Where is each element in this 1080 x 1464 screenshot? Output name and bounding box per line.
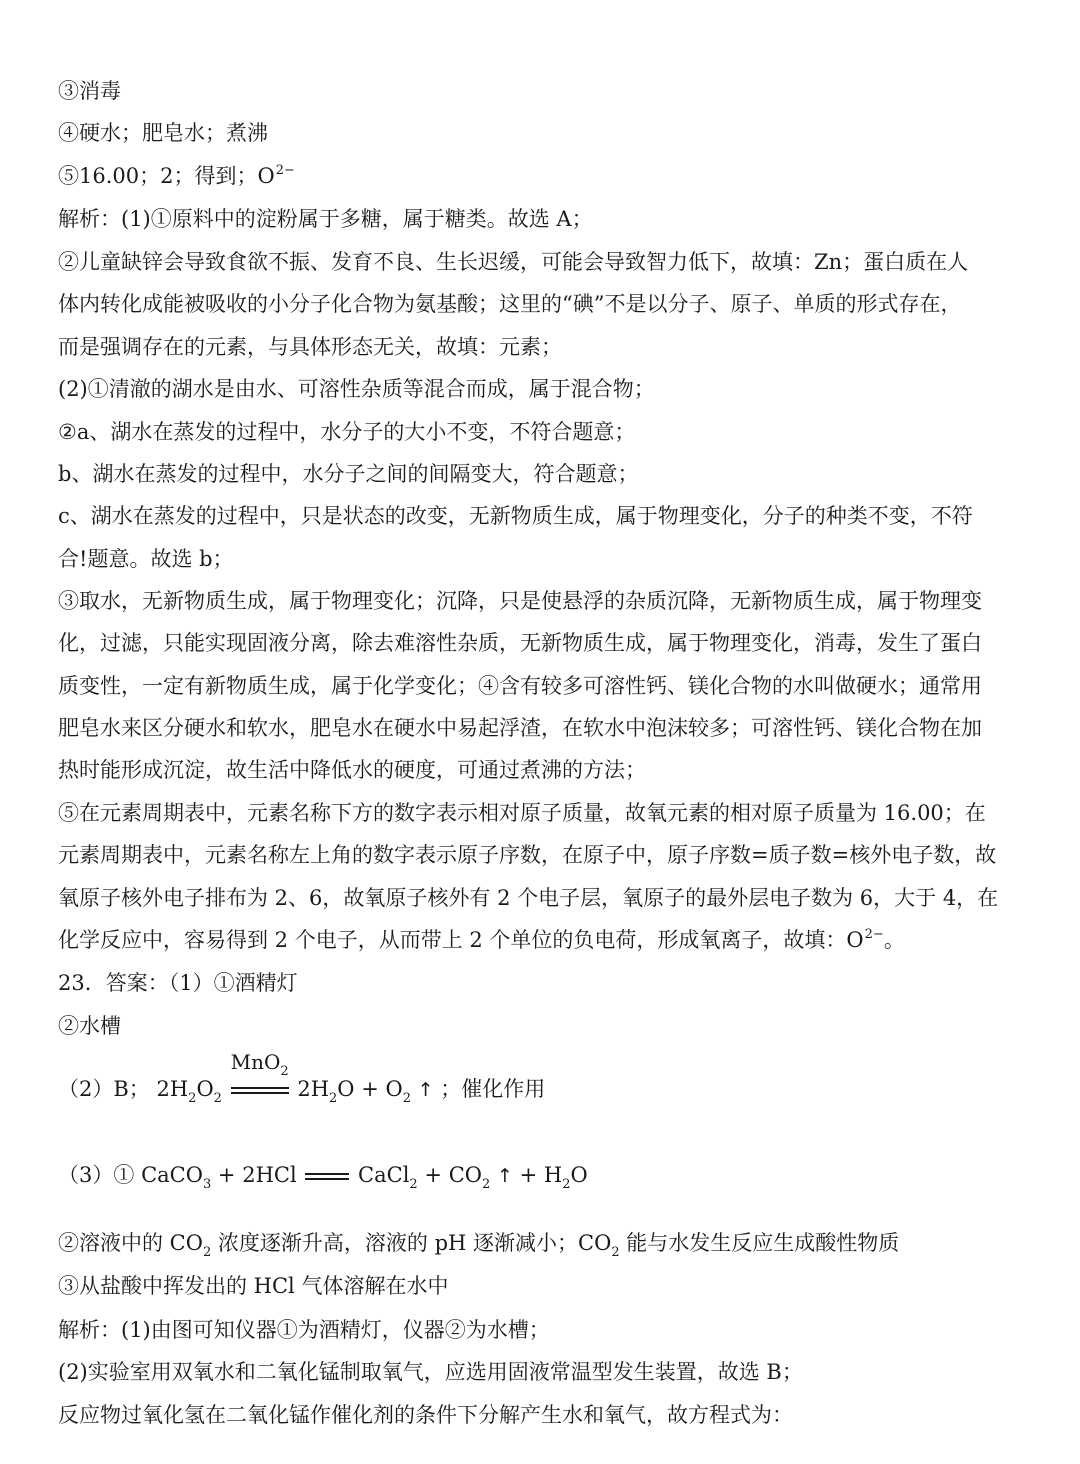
product-co2: $CO_2$ — [448, 1163, 491, 1192]
question-23-answer: 23．答案：（1）①酒精灯 — [58, 971, 298, 995]
equation-h2o2-decomposition — [58, 1050, 546, 1106]
product-cacl2: CaCl$_2$ — [358, 1163, 418, 1192]
analysis-line: b、湖水在蒸发的过程中，水分子之间的间隔变大，符合题意； — [58, 462, 639, 486]
plus-sign: + — [361, 1077, 379, 1101]
analysis-line: ②儿童缺锌会导致食欲不振、发育不良、生长迟缓，可能会导致智力低下，故填：Zn；蛋白质在人 — [58, 250, 969, 274]
text: ⑤16.00；2；得到；O — [58, 164, 275, 188]
reactant-h2o2: $2H_2O_2$ — [156, 1077, 222, 1106]
text: 化学反应中，容易得到 2 个电子，从而带上 2 个单位的负电荷，形成氧离子，故填：O — [58, 928, 864, 952]
gas-up-arrow-icon: ↑ — [417, 1079, 434, 1101]
reaction-arrow — [229, 1050, 291, 1104]
analysis-line: ③取水，无新物质生成，属于物理变化；沉降，只是使悬浮的杂质沉降，无新物质生成，属于物理变 — [58, 589, 982, 613]
superscript: 2− — [275, 163, 295, 178]
answer-line: ③从盐酸中挥发出的 HCl 气体溶解在水中 — [58, 1274, 449, 1298]
analysis-line — [58, 925, 905, 955]
analysis-line: ②a、湖水在蒸发的过程中，水分子的大小不变，不符合题意； — [58, 420, 636, 444]
product-h2o: $2H_2O$ — [297, 1077, 355, 1106]
analysis-line: c、湖水在蒸发的过程中，只是状态的改变，无新物质生成，属于物理变化，分子的种类不变，不符 — [58, 504, 973, 528]
answer-line: ③消毒 — [58, 79, 121, 103]
reactant-hcl: 2HCl — [242, 1163, 297, 1187]
plus-sign: + — [424, 1163, 442, 1187]
analysis-line: ⑤在元素周期表中，元素名称下方的数字表示相对原子质量，故氧元素的相对原子质量为 16.00；在 — [58, 801, 986, 825]
eq-prefix: （3）① — [58, 1163, 135, 1187]
eq-prefix: （2）B； — [58, 1077, 150, 1101]
analysis-line: 反应物过氧化氢在二氧化锰作催化剂的条件下分解产生水和氧气，故方程式为： — [58, 1403, 793, 1427]
equation-caco3-hcl — [58, 1160, 588, 1190]
analysis-line: 化，过滤，只能实现固液分离，除去难溶性杂质，无新物质生成，属于物理变化，消毒，发生了蛋白 — [58, 631, 982, 655]
gas-up-arrow-icon: ↑ — [496, 1165, 513, 1187]
plus-sign: + — [519, 1163, 538, 1187]
answer-line: ②溶液中的 $CO_2$ 浓度逐渐升高，溶液的 pH 逐渐减小；$CO_2$ 能与水发生反应生成酸性物质 — [58, 1231, 900, 1260]
catalyst-label: MnO$_2$ — [230, 1050, 289, 1079]
answer-line: ②水槽 — [58, 1014, 121, 1038]
analysis-line: 而是强调存在的元素，与具体形态无关，故填：元素； — [58, 335, 562, 359]
equals-sign — [305, 1172, 349, 1182]
answer-line — [58, 161, 295, 191]
reactant-caco3: CaCO$_3$ — [141, 1163, 212, 1192]
eq-suffix: ；催化作用 — [440, 1077, 546, 1101]
analysis-line: 质变性，一定有新物质生成，属于化学变化；④含有较多可溶性钙、镁化合物的水叫做硬水；通常用 — [58, 674, 982, 698]
product-o2: $O_2$ — [385, 1077, 411, 1106]
superscript: 2− — [864, 927, 884, 942]
analysis-line: 元素周期表中，元素名称左上角的数字表示原子序数，在原子中，原子序数=质子数=核外电子数，故 — [58, 843, 997, 867]
analysis-line: 解析：(1)由图可知仪器①为酒精灯，仪器②为水槽； — [58, 1318, 550, 1342]
analysis-line: 合!题意。故选 b； — [58, 547, 234, 571]
analysis-line: 解析：(1)①原料中的淀粉属于多糖，属于糖类。故选 A； — [58, 207, 593, 231]
analysis-line: 肥皂水来区分硬水和软水，肥皂水在硬水中易起浮渣，在软水中泡沫较多；可溶性钙、镁化合物在加 — [58, 716, 982, 740]
plus-sign: + — [217, 1163, 236, 1187]
analysis-line: (2)实验室用双氧水和二氧化锰制取氧气，应选用固液常温型发生装置，故选 B； — [58, 1360, 803, 1384]
analysis-line: 体内转化成能被吸收的小分子化合物为氨基酸；这里的“碘”不是以分子、原子、单质的形式存在， — [58, 292, 962, 316]
equals-sign — [231, 1086, 289, 1096]
analysis-line: (2)①清澈的湖水是由水、可溶性杂质等混合而成，属于混合物； — [58, 377, 655, 401]
text: 。 — [883, 928, 905, 952]
analysis-line: 热时能形成沉淀，故生活中降低水的硬度，可通过煮沸的方法； — [58, 758, 646, 782]
product-h2o: $H_2O$ — [543, 1163, 588, 1192]
analysis-line: 氧原子核外电子排布为 2、6，故氧原子核外有 2 个电子层，氧原子的最外层电子数为 6，大于 4，在 — [58, 886, 999, 910]
answer-line: ④硬水；肥皂水；煮沸 — [58, 121, 268, 145]
